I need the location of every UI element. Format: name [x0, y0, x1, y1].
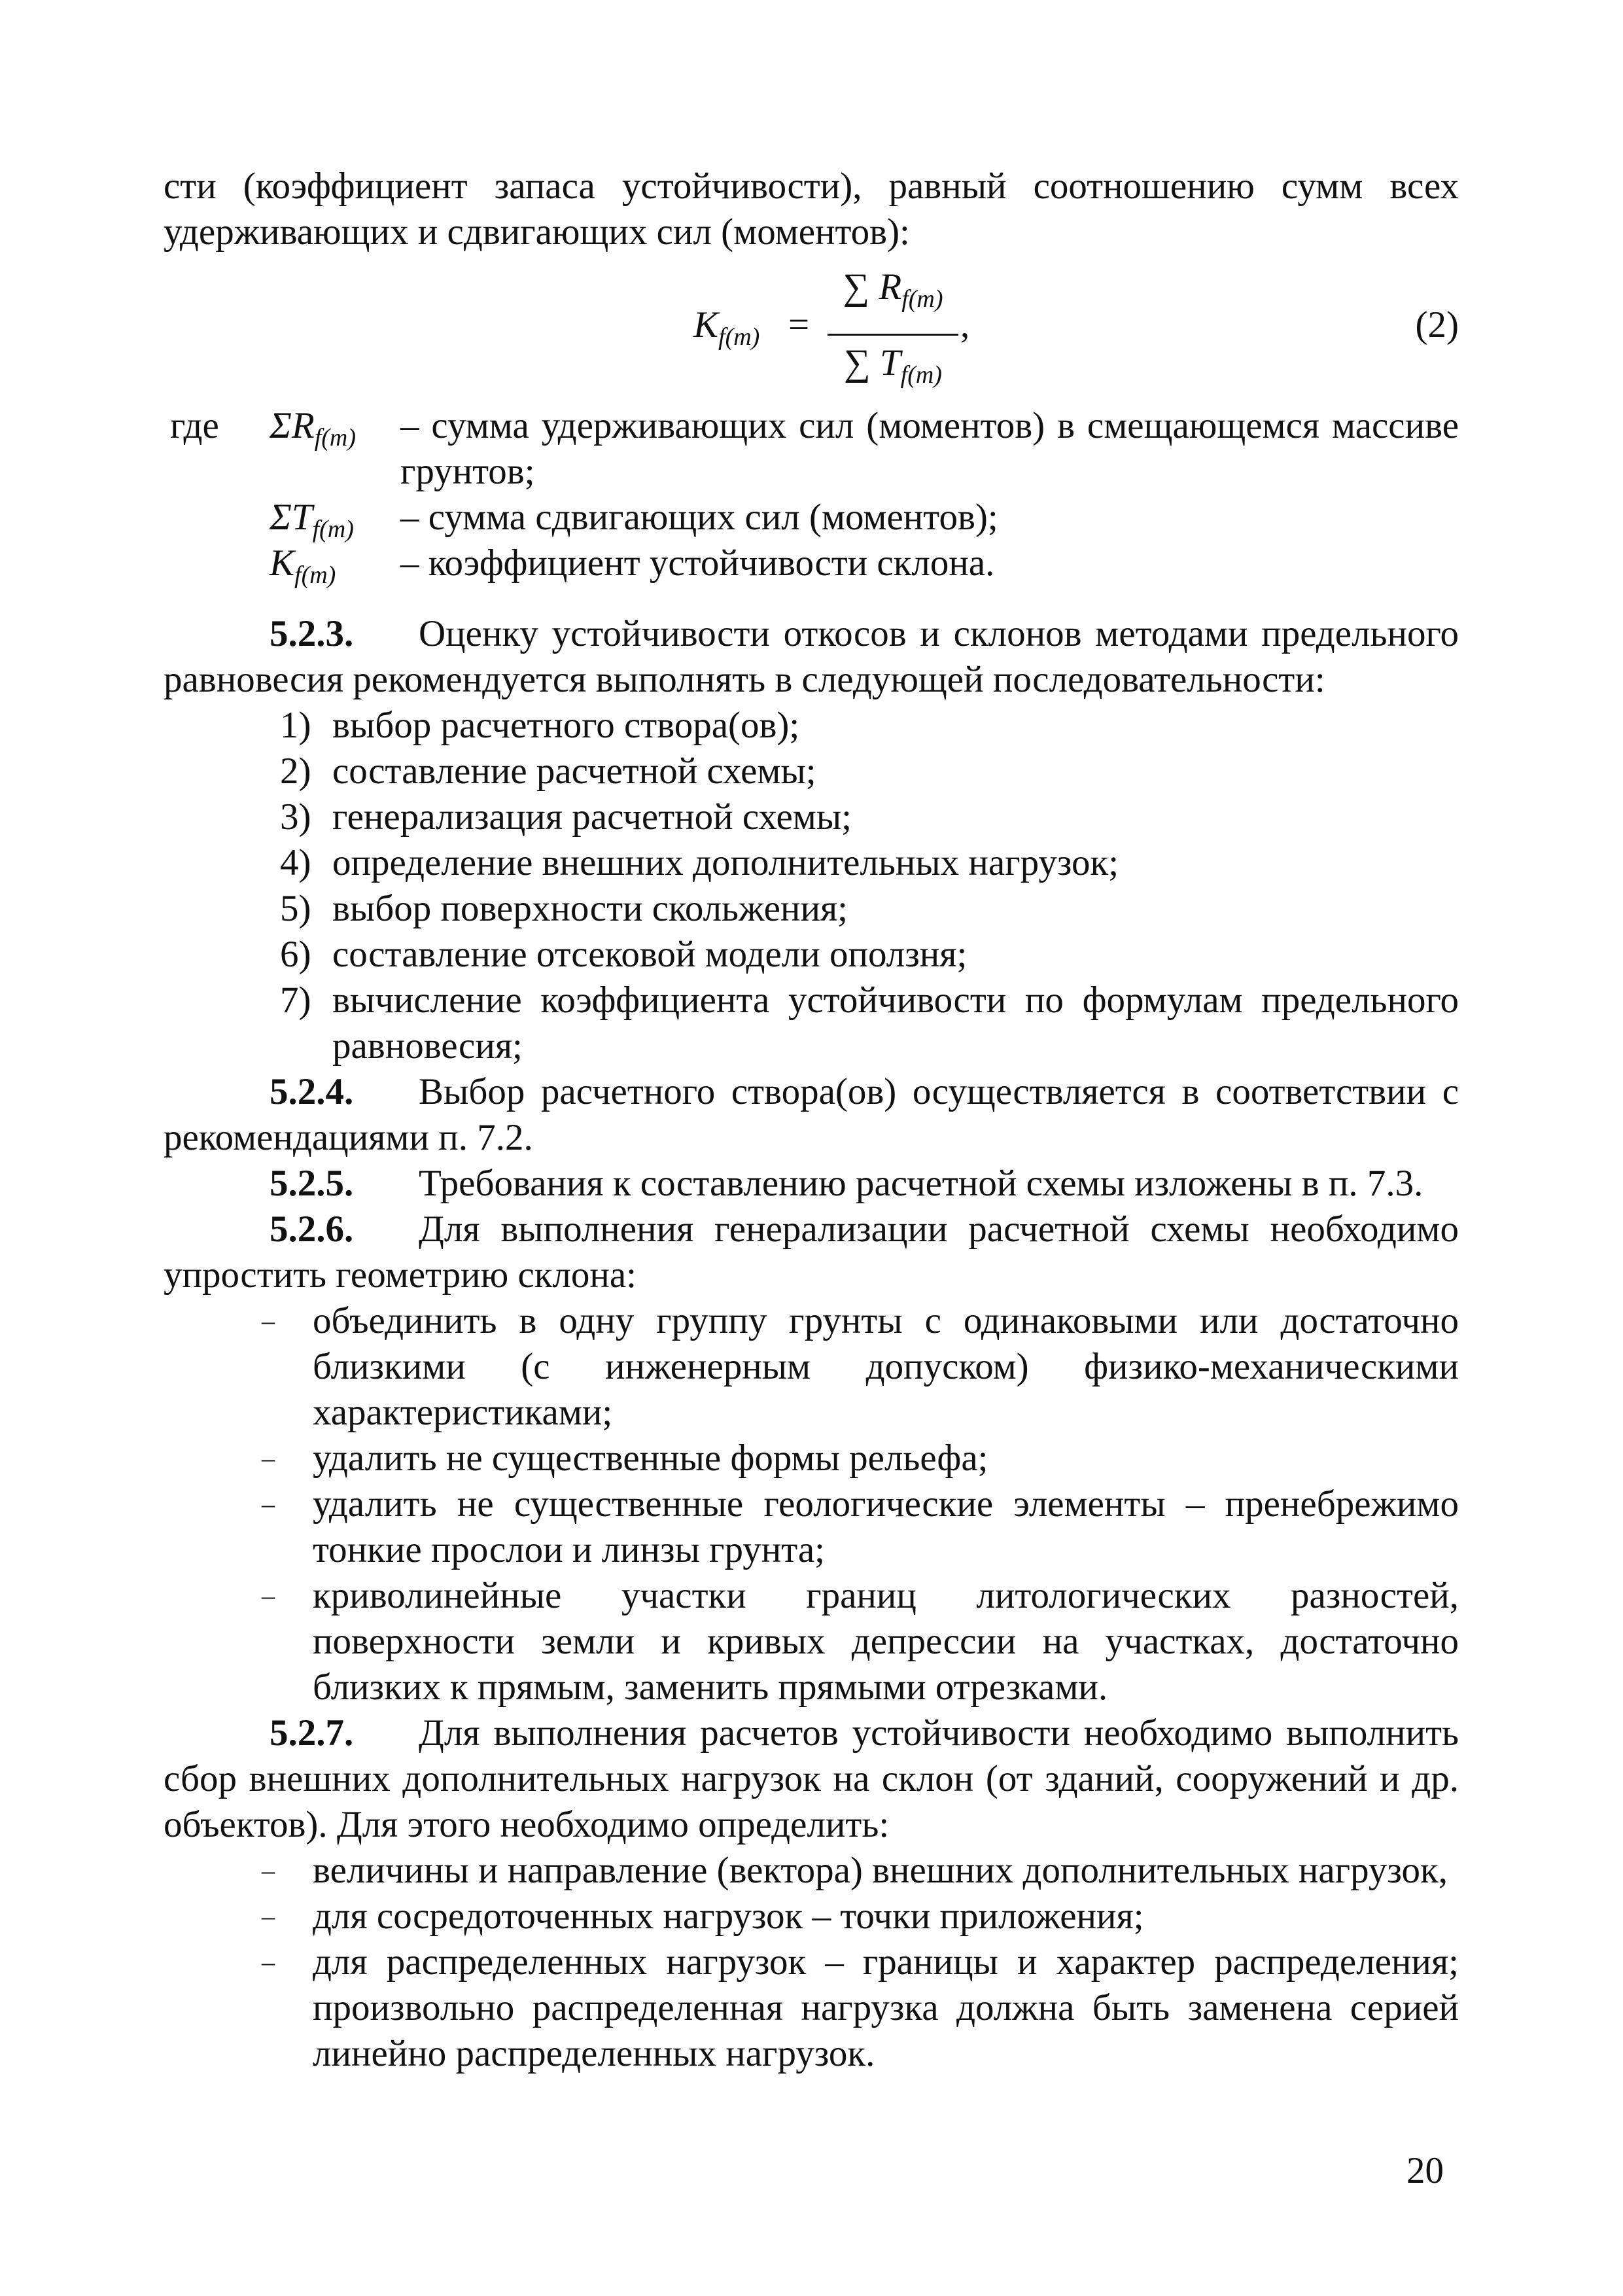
formula-lhs-main: K: [693, 304, 719, 345]
list-item-text: для сосредоточенных нагрузок – точки приложения;: [313, 1896, 1144, 1937]
formula-equals: =: [788, 304, 810, 345]
list-item: [164, 794, 1459, 840]
definition-item: [164, 403, 1459, 495]
list-item: [164, 1939, 1459, 2077]
sigma-symbol: ∑: [843, 266, 870, 308]
definition-text: – коэффициент устойчивости склона.: [400, 542, 995, 584]
section-number: 5.2.5.: [270, 1163, 354, 1204]
definition-symbol: [270, 540, 336, 598]
definition-symbol-main: ΣR: [270, 405, 315, 446]
dash-bullet: –: [262, 1901, 275, 1931]
section-5-2-4: [164, 1069, 1459, 1161]
list-item-text: определение внешних дополнительных нагрузок;: [332, 842, 1119, 883]
definition-symbol-sub: f(m): [294, 561, 336, 589]
list-item-number: 3): [280, 796, 311, 838]
spacer: [164, 586, 1459, 611]
list-item-number: 6): [280, 934, 311, 975]
list-item-text: вычисление коэффициента устойчивости по формулам предельного равновесия;: [332, 980, 1459, 1067]
intro-paragraph: сти (коэффициент запаса устойчивости), равный соотношению сумм всех удерживающих и сдвигающих сил (моментов):: [164, 166, 1459, 253]
section-number: 5.2.6.: [270, 1209, 354, 1250]
dash-bullet: –: [262, 1443, 275, 1473]
section-number: 5.2.4.: [270, 1071, 354, 1112]
definition-symbol-sub: f(m): [312, 516, 354, 543]
formula-numer-sub: f(m): [901, 285, 943, 313]
dash-bullet: –: [262, 1947, 275, 1977]
formula-2: [164, 256, 1459, 403]
list-item: [164, 1436, 1459, 1481]
dash-bullet: –: [262, 1856, 275, 1885]
formula-numer-main: R: [879, 266, 902, 308]
definition-text: – сумма сдвигающих сил (моментов);: [400, 497, 998, 538]
section-text: Для выполнения расчетов устойчивости необходимо выполнить сбор внешних дополнительных нагрузок на склон (от зданий, сооружений и др. объектов). Для этого необходимо определить:: [164, 1712, 1459, 1845]
definitions-list: [164, 403, 1459, 589]
page-content: [164, 164, 1459, 2077]
section-5-2-3: [164, 611, 1459, 703]
list-item: [164, 932, 1459, 978]
definition-text: – сумма удерживающих сил (моментов) в смещающемся массиве грунтов;: [400, 405, 1459, 492]
list-item: [164, 749, 1459, 794]
list-item-number: 5): [280, 888, 311, 929]
dash-bullet: –: [262, 1581, 275, 1610]
section-5-2-7: [164, 1710, 1459, 1848]
formula-body: [693, 256, 975, 403]
list-item-text: выбор расчетного створа(ов);: [332, 705, 800, 746]
formula-lhs-sub: f(m): [718, 323, 760, 351]
list-item-text: для распределенных нагрузок – границы и характер распределения; произвольно распределенная нагрузка должна быть заменена серией линейно распределенных нагрузок.: [313, 1941, 1459, 2074]
list-item-text: объединить в одну группу грунты с одинаковыми или достаточно близкими (с инженерным допуском) физико-механическими характеристиками;: [313, 1300, 1459, 1433]
formula-denom-sub: f(m): [900, 361, 942, 389]
section-text: Оценку устойчивости откосов и склонов методами предельного равновесия рекомендуется выполнять в следующей последовательности:: [164, 613, 1459, 700]
section-number: 5.2.7.: [270, 1712, 354, 1754]
sigma-symbol: ∑: [844, 342, 871, 383]
definition-item: [164, 495, 1459, 543]
list-item-text: величины и направление (вектора) внешних дополнительных нагрузок,: [313, 1850, 1448, 1891]
list-item-text: удалить не существенные формы рельефа;: [313, 1438, 988, 1479]
formula-lhs: [693, 302, 759, 360]
list-item: [164, 886, 1459, 932]
fraction-bar: [828, 334, 958, 336]
steps-list: [164, 703, 1459, 1069]
definition-symbol-main: ΣT: [270, 497, 313, 538]
section-text: Требования к составлению расчетной схемы изложены в п. 7.3.: [419, 1163, 1423, 1204]
generalization-list: [164, 1298, 1459, 1710]
section-text: Для выполнения генерализации расчетной схемы необходимо упростить геометрию склона:: [164, 1209, 1459, 1296]
list-item-text: выбор поверхности скольжения;: [332, 888, 848, 929]
list-item-number: 4): [280, 842, 311, 883]
definition-symbol-main: K: [270, 542, 295, 584]
list-item: [164, 978, 1459, 1069]
list-item: [164, 703, 1459, 749]
list-item: [164, 1573, 1459, 1710]
section-5-2-6: [164, 1207, 1459, 1298]
dash-bullet: –: [262, 1306, 275, 1335]
dash-bullet: –: [262, 1489, 275, 1519]
list-item: [164, 1298, 1459, 1436]
loads-list: [164, 1848, 1459, 2077]
formula-denominator: [828, 340, 958, 398]
formula-number: (2): [1415, 304, 1459, 345]
formula-numerator: [828, 264, 958, 322]
where-label: где: [170, 405, 219, 446]
list-item: [164, 1481, 1459, 1573]
definition-symbol: [270, 403, 356, 461]
section-number: 5.2.3.: [270, 613, 354, 654]
list-item-text: составление расчетной схемы;: [332, 751, 816, 792]
section-text: Выбор расчетного створа(ов) осуществляется в соответствии с рекомендациями п. 7.2.: [164, 1071, 1459, 1158]
list-item-text: генерализация расчетной схемы;: [332, 796, 852, 838]
list-item: [164, 840, 1459, 886]
formula-comma: ,: [960, 304, 970, 345]
list-item-number: 1): [280, 705, 311, 746]
list-item-text: удалить не существенные геологические элементы – пренебрежимо тонкие прослои и линзы грунта;: [313, 1483, 1459, 1570]
list-item-text: криволинейные участки границ литологических разностей, поверхности земли и кривых депрессии на участках, достаточно близких к прямым, заменить прямыми отрезками.: [313, 1575, 1459, 1708]
list-item-number: 2): [280, 751, 311, 792]
list-item: [164, 1848, 1459, 1894]
list-item-number: 7): [280, 980, 311, 1021]
definition-symbol-sub: f(m): [314, 424, 357, 451]
list-item-text: составление отсековой модели оползня;: [332, 934, 968, 975]
definition-item: [164, 540, 1459, 589]
list-item: [164, 1894, 1459, 1939]
page-number: 20: [1406, 2150, 1444, 2191]
formula-denom-main: T: [879, 342, 901, 383]
section-5-2-5: [164, 1161, 1459, 1207]
